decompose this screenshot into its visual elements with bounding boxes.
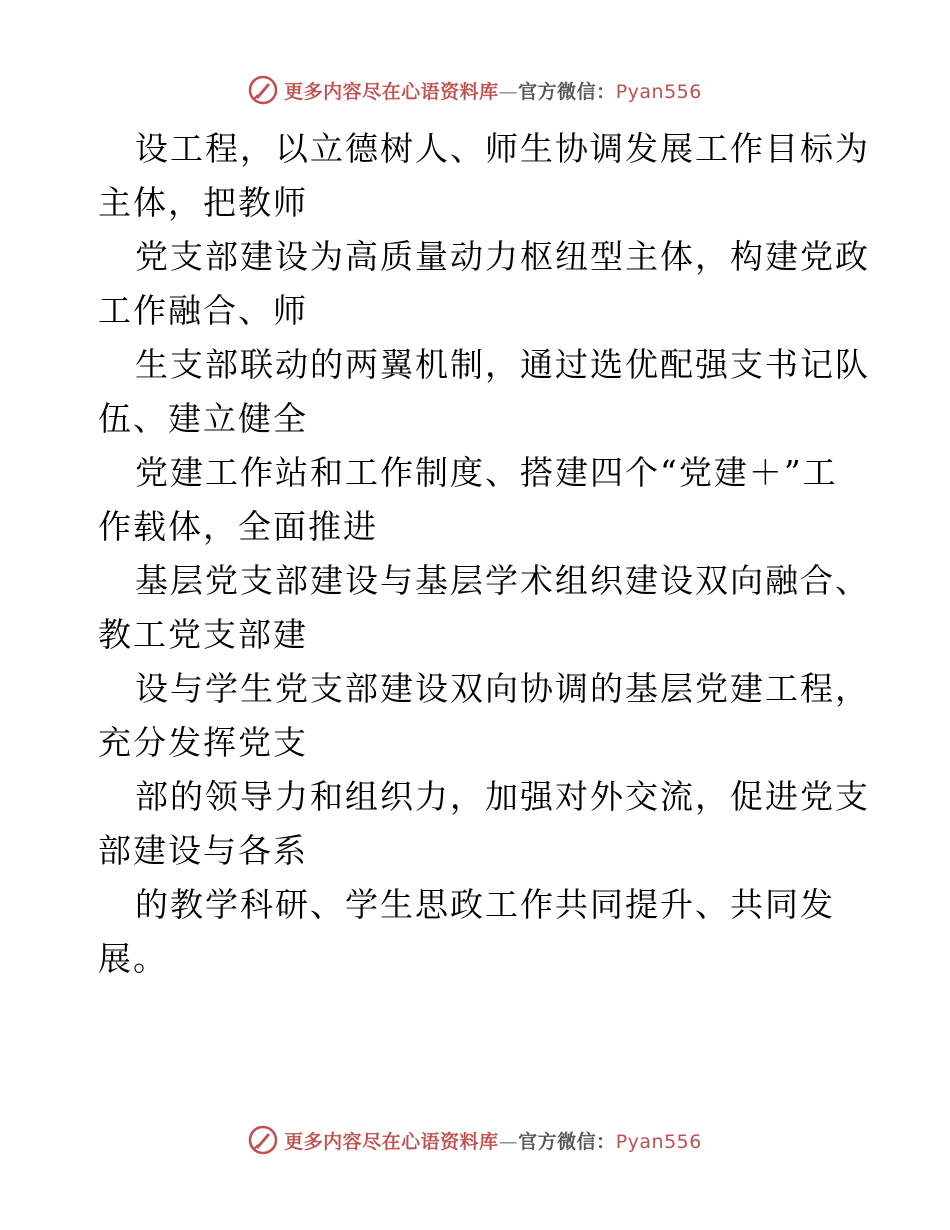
feather-logo-icon [248, 75, 278, 105]
text-line: 伍、建立健全 [98, 399, 308, 438]
text-line: 设工程，以立德树人、师生协调发展工作目标为 [135, 129, 870, 168]
text-line: 基层党支部建设与基层学术组织建设双向融合、 [135, 561, 870, 600]
text-line: 设与学生党支部建设双向协调的基层党建工程， [135, 669, 870, 708]
document-body [98, 122, 870, 986]
text-line: 教工党支部建 [98, 615, 308, 654]
text-line: 工作融合、师 [98, 291, 308, 330]
text-line: 部建设与各系 [98, 831, 308, 870]
text-line: 党建工作站和工作制度、搭建四个“党建＋”工 [135, 453, 838, 492]
header-watermark [0, 70, 950, 110]
watermark-text: 更多内容尽在心语资料库—官方微信：Pyan556 [284, 1130, 702, 1153]
text-line: 生支部联动的两翼机制，通过选优配强支书记队 [135, 345, 870, 384]
footer-watermark [0, 1120, 950, 1160]
text-line: 充分发挥党支 [98, 723, 308, 762]
text-line: 作载体，全面推进 [98, 507, 378, 546]
watermark-text: 更多内容尽在心语资料库—官方微信：Pyan556 [284, 80, 702, 103]
text-line: 党支部建设为高质量动力枢纽型主体，构建党政 [135, 237, 870, 276]
text-line: 的教学科研、学生思政工作共同提升、共同发 [135, 885, 835, 924]
text-line: 展。 [98, 939, 168, 978]
feather-logo-icon [248, 1125, 278, 1155]
text-line: 部的领导力和组织力，加强对外交流，促进党支 [135, 777, 870, 816]
text-line: 主体，把教师 [98, 183, 308, 222]
